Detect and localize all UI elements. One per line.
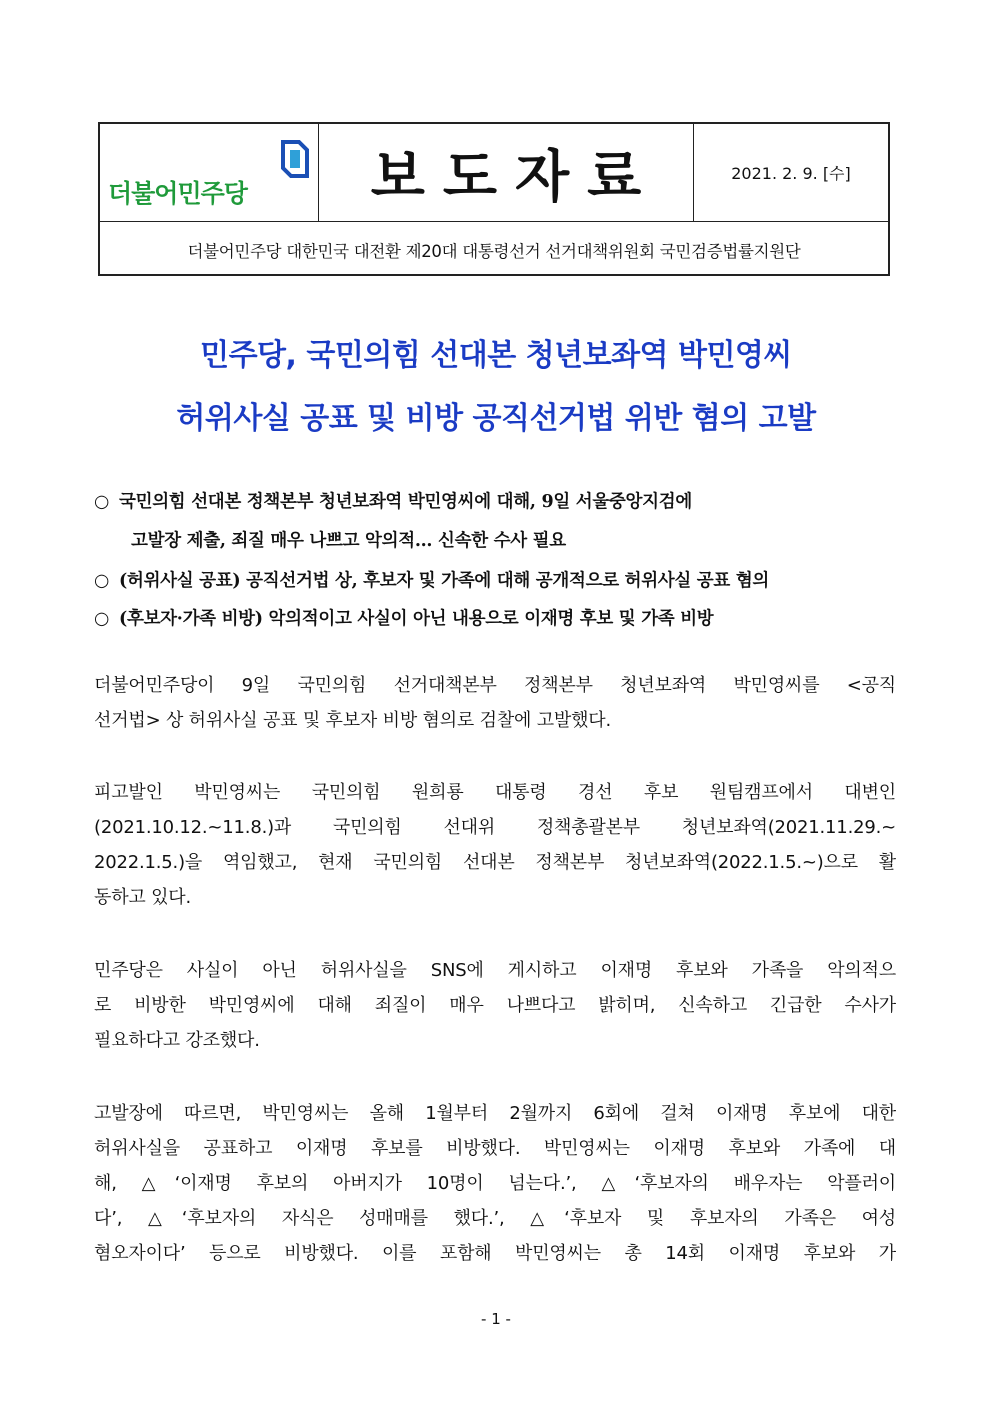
paragraph-line: 허위사실을 공표하고 이재명 후보를 비방했다. 박민영씨는 이재명 후보와 가족에 대: [94, 1138, 896, 1159]
paragraph-line: 더불어민주당이 9일 국민의힘 선거대책본부 정책본부 청년보좌역 박민영씨를 <공직: [94, 675, 896, 696]
press-release-header: [98, 122, 890, 276]
organization-name: 더불어민주당 대한민국 대전환 제20대 대통령선거 선거대책위원회 국민검증법률지원단: [187, 241, 801, 261]
page-number: - 1 -: [481, 1310, 511, 1328]
bullet-circle-icon: ○: [94, 571, 109, 591]
paragraph-line: 동하고 있다.: [94, 887, 191, 908]
bullet-text: (허위사실 공표) 공직선거법 상, 후보자 및 가족에 대해 공개적으로 허위사실 공표 혐의: [118, 571, 770, 591]
body-paragraph-1: [94, 668, 896, 738]
paragraph-line: (2021.10.12.~11.8.)과 국민의힘 선대위 정책총괄본부 청년보좌역(2021.11.29.~: [94, 817, 896, 838]
paragraph-line: 다’, △‘후보자의 자식은 성매매를 했다.’, △‘후보자 및 후보자의 가족은 여성: [94, 1208, 896, 1229]
paragraph-line: 혐오자이다’ 등으로 비방했다. 이를 포함해 박민영씨는 총 14회 이재명 후보와 가: [94, 1243, 896, 1264]
party-logo-text: 더불어민주당: [108, 179, 247, 208]
organization-row: [100, 222, 888, 277]
bullet-text: 국민의힘 선대본 정책본부 청년보좌역 박민영씨에 대해, 9일 서울중앙지검에: [118, 492, 692, 512]
bullet-circle-icon: ○: [94, 492, 109, 512]
bullet-text: 고발장 제출, 죄질 매우 나쁘고 악의적... 신속한 수사 필요: [131, 531, 566, 551]
paragraph-line: 고발장에 따르면, 박민영씨는 올해 1월부터 2월까지 6회에 걸쳐 이재명 후보에 대한: [94, 1103, 896, 1124]
summary-bullet-3: [94, 605, 896, 630]
paragraph-line: 선거법> 상 허위사실 공표 및 후보자 비방 혐의로 검찰에 고발했다.: [94, 710, 611, 731]
paragraph-line: 2022.1.5.)을 역임했고, 현재 국민의힘 선대본 정책본부 청년보좌역(2022.1.5.~)으로 활: [94, 852, 896, 873]
paragraph-line: 해, △‘이재명 후보의 아버지가 10명이 넘는다.’, △‘후보자의 배우자는 악플러이: [94, 1173, 896, 1194]
date-cell: [694, 124, 888, 221]
header-top-row: [100, 124, 888, 222]
bullet-circle-icon: ○: [94, 609, 109, 629]
body-paragraph-2: [94, 775, 896, 915]
body-paragraph-4: [94, 1096, 896, 1271]
paragraph-line: 피고발인 박민영씨는 국민의힘 원희룡 대통령 경선 후보 원팀캠프에서 대변인: [94, 782, 896, 803]
summary-bullet-1: [94, 488, 896, 513]
headline-line-1: 민주당, 국민의힘 선대본 청년보좌역 박민영씨: [200, 338, 792, 373]
summary-bullet-2: [94, 567, 896, 592]
paragraph-line: 필요하다고 강조했다.: [94, 1030, 260, 1051]
bullet-text: (후보자·가족 비방) 악의적이고 사실이 아닌 내용으로 이재명 후보 및 가족 비방: [118, 609, 714, 629]
paragraph-line: 로 비방한 박민영씨에 대해 죄질이 매우 나쁘다고 밝히며, 신속하고 긴급한 수사가: [94, 995, 896, 1016]
party-logo-icon: [281, 140, 309, 178]
summary-bullet-1-continued: [131, 527, 933, 552]
headline-line-2: 허위사실 공표 및 비방 공직선거법 위반 혐의 고발: [176, 401, 816, 436]
body-paragraph-3: [94, 953, 896, 1058]
paragraph-line: 민주당은 사실이 아닌 허위사실을 SNS에 게시하고 이재명 후보와 가족을 악의적으: [94, 960, 896, 981]
title-cell: [319, 124, 694, 221]
release-date: 2021. 2. 9. [수]: [731, 164, 851, 183]
logo-cell: [100, 124, 319, 221]
press-release-title: 보도자료: [370, 144, 660, 210]
